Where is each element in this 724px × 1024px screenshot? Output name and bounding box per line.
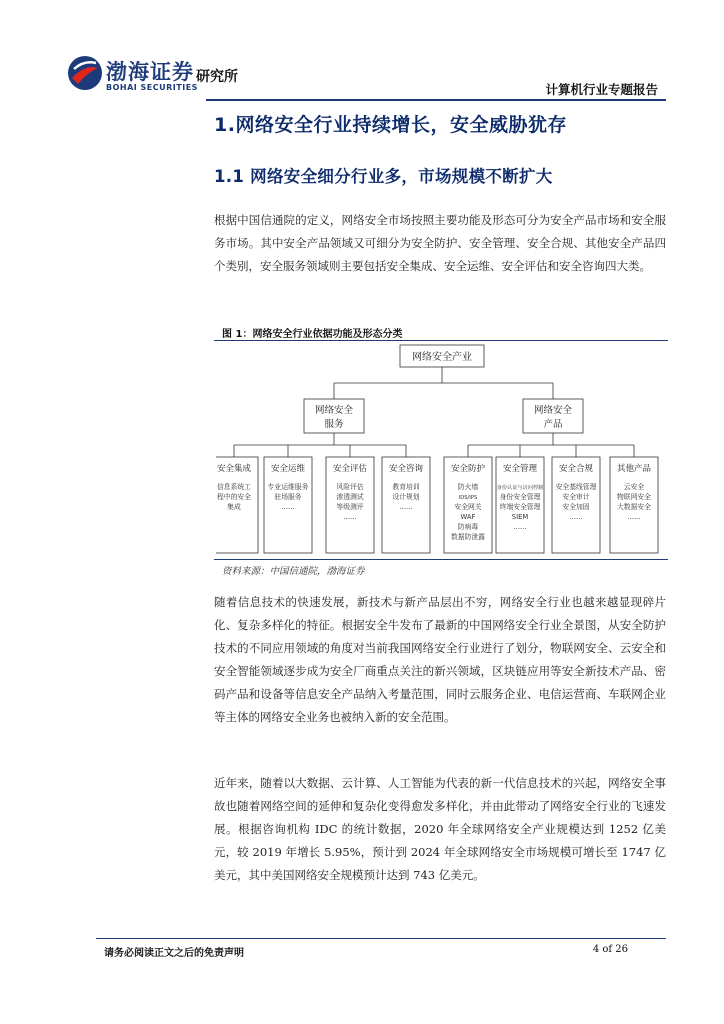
leaf-detail: WAF — [460, 513, 476, 521]
leaf-detail: 安全基线管理 — [555, 483, 597, 491]
figure-top-rule — [214, 340, 668, 341]
leaf-boxes — [216, 457, 658, 553]
leaf-detail: 安全网关 — [454, 503, 482, 511]
leaf-detail: IDS/IPS — [458, 495, 478, 501]
services-label-line1: 网络安全 — [314, 405, 354, 416]
classification-diagram — [216, 343, 668, 558]
leaf-detail: 程中的安全 — [217, 493, 251, 501]
logo-chinese-name: 渤海证券 — [106, 59, 194, 84]
leaf-detail: 等级测评 — [336, 503, 364, 511]
leaf-6 — [496, 457, 544, 553]
leaf-detail: 设计规划 — [392, 493, 420, 501]
leaf-detail: ...... — [627, 513, 641, 521]
header-rule — [206, 99, 666, 101]
subsection-heading: 1.1 网络安全细分行业多，市场规模不断扩大 — [214, 167, 553, 186]
figure-title: 图 1：网络安全行业依据功能及形态分类 — [222, 329, 403, 340]
section-heading: 1.网络安全行业持续增长，安全威胁犹存 — [214, 114, 567, 136]
leaf-detail: 防病毒 — [457, 523, 479, 531]
leaf-1 — [216, 457, 258, 553]
leaf-detail: ...... — [399, 503, 413, 511]
leaf-label: 安全评估 — [332, 464, 368, 474]
leaf-detail: 物联网安全 — [617, 493, 651, 501]
leaf-label: 安全管理 — [502, 464, 538, 474]
leaf-detail: 安全审计 — [562, 493, 590, 501]
leaf-3 — [326, 457, 374, 553]
leaf-detail: 教育培训 — [392, 483, 420, 491]
leaf-label: 安全防护 — [450, 464, 486, 474]
leaf-detail: 渗透测试 — [336, 493, 364, 501]
leaf-4 — [382, 457, 430, 553]
leaf-detail: 云安全 — [623, 483, 645, 491]
leaf-label: 安全合规 — [558, 464, 594, 474]
leaf-detail: 风险评估 — [336, 483, 364, 491]
figure-bottom-rule — [214, 559, 668, 560]
leaf-detail: 终端安全管理 — [499, 503, 541, 511]
leaf-detail: 驻场服务 — [274, 493, 302, 501]
leaf-detail: 信息系统工 — [217, 483, 251, 491]
institute-name: 研究所 — [196, 69, 238, 85]
leaf-detail: 集成 — [227, 503, 241, 511]
leaf-detail: 身份认证与访问控制 — [496, 485, 544, 491]
leaf-detail: 防火墙 — [457, 483, 479, 491]
leaf-detail: ...... — [513, 523, 527, 531]
root-label: 网络安全产业 — [412, 352, 472, 363]
leaf-detail: ...... — [281, 503, 295, 511]
paragraph-3: 近年来，随着以大数据、云计算、人工智能为代表的新一代信息技术的兴起，网络安全事故也随着网络空间的延伸和复杂化变得愈发多样化，并由此带动了网络安全行业的飞速发展。根据咨询机构 IDC 的统计数据，2020 年全球网络安全产业规模达到 1252 亿美元，较 2019 年增长 5.95%，预计到 2024 年全球网络安全市场规模可增长至 1747 亿美元，其中美国网络安全规模预计达到 743 亿美元。 — [214, 776, 666, 882]
leaf-2 — [264, 457, 312, 553]
services-label-line2: 服务 — [324, 419, 344, 430]
leaf-detail: 大数据安全 — [617, 503, 651, 511]
leaf-detail: ...... — [343, 513, 357, 521]
leaf-detail: SIEM — [511, 513, 529, 521]
logo-english-name: BOHAI SECURITIES — [106, 83, 198, 92]
footer-disclaimer: 请务必阅读正文之后的免责声明 — [104, 948, 244, 959]
leaf-8 — [610, 457, 658, 553]
paragraph-2: 随着信息技术的快速发展，新技术与新产品层出不穷，网络安全行业也越来越显现碎片化、复杂多样化的特征。根据安全牛发布了最新的中国网络安全行业全景图，从安全防护技术的不同应用领域的角度对当前我国网络安全行业进行了划分，物联网安全、云安全和安全智能领域逐步成为安全厂商重点关注的新兴领域，区块链应用等安全新技术产品、密码产品和设备等信息安全产品纳入考量范围，同时云服务企业、电信运营商、车联网企业等主体的网络安全业务也被纳入新的安全范围。 — [214, 595, 666, 724]
leaf-detail: ...... — [569, 513, 583, 521]
report-type: 计算机行业专题报告 — [545, 82, 658, 97]
leaf-5 — [444, 457, 492, 553]
leaf-label: 安全咨询 — [388, 464, 424, 474]
figure-source: 资料来源：中国信通院，渤海证券 — [222, 566, 365, 577]
products-label-line2: 产品 — [543, 419, 563, 430]
products-label-line1: 网络安全 — [533, 405, 573, 416]
leaf-label: 其他产品 — [616, 464, 652, 474]
leaf-label: 安全集成 — [216, 464, 252, 474]
leaf-detail: 数据防泄露 — [451, 533, 485, 541]
leaf-7 — [552, 457, 600, 553]
leaf-label: 安全运维 — [270, 464, 306, 474]
page-header — [0, 0, 724, 100]
leaf-detail: 安全加固 — [562, 503, 590, 511]
page-number: 4 of 26 — [592, 944, 628, 955]
bohai-logo-icon — [66, 54, 104, 92]
paragraph-1: 根据中国信通院的定义，网络安全市场按照主要功能及形态可分为安全产品市场和安全服务市场。其中安全产品领域又可细分为安全防护、安全管理、安全合规、其他安全产品四个类别，安全服务领域则主要包括安全集成、安全运维、安全评估和安全咨询四大类。 — [214, 213, 666, 273]
footer-rule — [96, 938, 666, 939]
leaf-detail: 身份安全管理 — [499, 493, 541, 501]
leaf-detail: 专业运维服务 — [267, 483, 309, 491]
